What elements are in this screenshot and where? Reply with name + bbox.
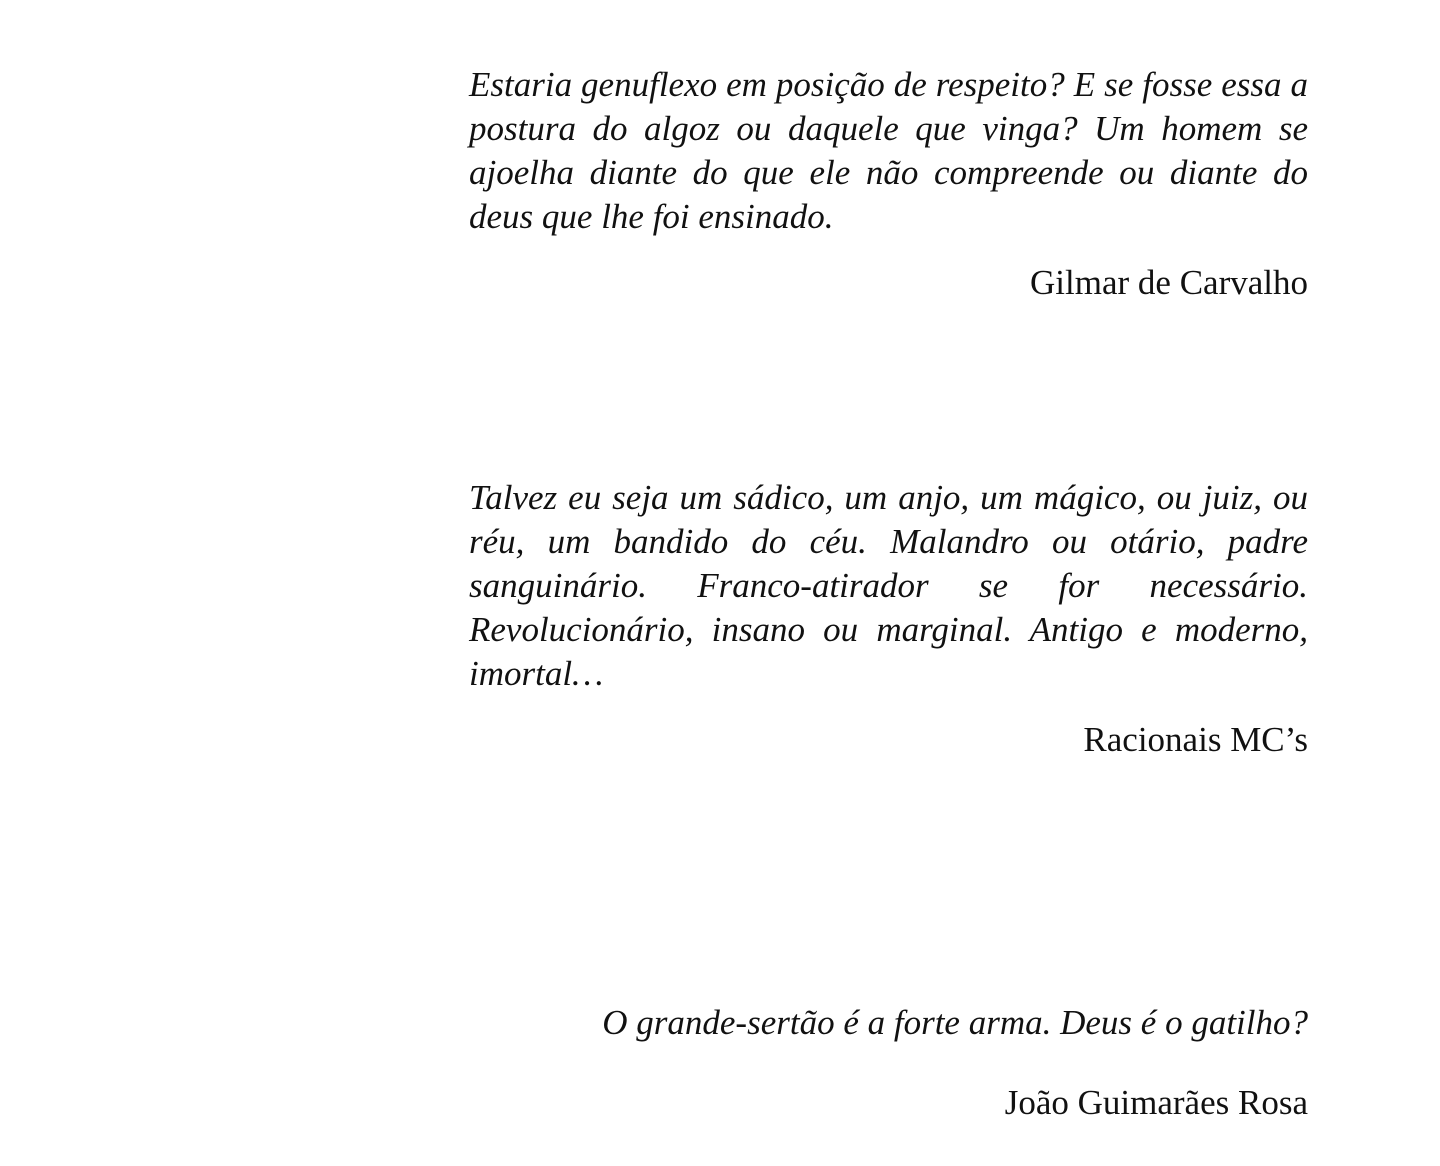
epigraph-guimaraes-rosa <box>469 1001 1308 1125</box>
epigraph-quote: O grande-sertão é a forte arma. Deus é o gatilho? <box>602 1003 1308 1042</box>
epigraph-author: Gilmar de Carvalho <box>1030 263 1308 302</box>
epigraph-author: Racionais MC’s <box>1083 720 1308 759</box>
epigraph-quote: Talvez eu seja um sádico, um anjo, um mágico, ou juiz, ou réu, um bandido do céu. Malandro ou otário, padre sanguinário. Franco-atirador se for necessário. Revolucionário, insano ou marginal. Antigo e moderno, imortal… <box>469 478 1308 693</box>
epigraph-author: João Guimarães Rosa <box>1004 1083 1308 1122</box>
epigraph-gilmar <box>469 63 1308 305</box>
epigraph-racionais <box>469 476 1308 762</box>
epigraph-quote: Estaria genuflexo em posição de respeito? E se fosse essa a postura do algoz ou daquele que vinga? Um homem se ajoelha diante do que ele não compreende ou diante do deus que lhe foi ensinado. <box>469 65 1308 236</box>
